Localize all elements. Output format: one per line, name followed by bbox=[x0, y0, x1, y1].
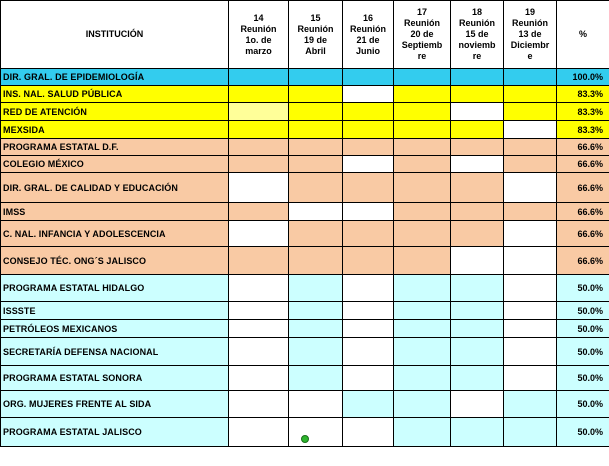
percent-value: 66.6% bbox=[557, 203, 609, 221]
attendance-cell bbox=[504, 103, 557, 121]
percent-value: 50.0% bbox=[557, 366, 609, 391]
attendance-cell bbox=[504, 320, 557, 338]
institution-name: COLEGIO MÉXICO bbox=[1, 156, 229, 173]
attendance-cell bbox=[289, 156, 343, 173]
attendance-cell bbox=[343, 156, 394, 173]
attendance-cell bbox=[343, 275, 394, 302]
meeting-header-line: Reunión bbox=[350, 23, 386, 34]
attendance-cell bbox=[451, 418, 504, 447]
attendance-cell bbox=[451, 203, 504, 221]
attendance-cell bbox=[451, 173, 504, 203]
meeting-header-line: 13 de bbox=[518, 29, 542, 39]
percent-value: 66.6% bbox=[557, 247, 609, 275]
table-row bbox=[1, 139, 609, 156]
meeting-header-15 bbox=[289, 1, 343, 69]
meeting-header-line: re bbox=[472, 51, 482, 61]
attendance-cell bbox=[229, 156, 289, 173]
attendance-cell bbox=[229, 203, 289, 221]
header-row bbox=[1, 1, 609, 69]
attendance-cell bbox=[451, 103, 504, 121]
table-row bbox=[1, 173, 609, 203]
attendance-cell bbox=[343, 366, 394, 391]
attendance-cell bbox=[289, 69, 343, 86]
attendance-cell bbox=[394, 366, 451, 391]
attendance-cell bbox=[504, 173, 557, 203]
institution-name: RED DE ATENCIÓN bbox=[1, 103, 229, 121]
percent-value: 66.6% bbox=[557, 139, 609, 156]
attendance-cell bbox=[343, 203, 394, 221]
attendance-cell bbox=[504, 391, 557, 418]
attendance-cell bbox=[343, 338, 394, 366]
attendance-cell bbox=[451, 320, 504, 338]
attendance-cell bbox=[394, 156, 451, 173]
meeting-header-line: re bbox=[417, 51, 427, 61]
meeting-header-line: Reunión bbox=[512, 18, 548, 28]
institution-name: PROGRAMA ESTATAL JALISCO bbox=[1, 418, 229, 447]
table-row bbox=[1, 320, 609, 338]
institution-name: ISSSTE bbox=[1, 302, 229, 320]
attendance-cell bbox=[504, 366, 557, 391]
institution-name: IMSS bbox=[1, 203, 229, 221]
attendance-cell bbox=[504, 156, 557, 173]
attendance-cell bbox=[343, 103, 394, 121]
attendance-cell bbox=[394, 69, 451, 86]
meeting-header-18 bbox=[451, 1, 504, 69]
attendance-cell bbox=[504, 121, 557, 139]
table-row bbox=[1, 121, 609, 139]
attendance-cell bbox=[229, 418, 289, 447]
table-row bbox=[1, 247, 609, 275]
attendance-cell bbox=[394, 221, 451, 247]
institution-header: INSTITUCIÓN bbox=[1, 1, 229, 69]
percent-value: 50.0% bbox=[557, 418, 609, 447]
meeting-header-line: Reunión bbox=[459, 18, 495, 28]
institution-name: MEXSIDA bbox=[1, 121, 229, 139]
attendance-cell bbox=[289, 338, 343, 366]
meeting-header-line: Reunión bbox=[404, 18, 440, 28]
meeting-header-17 bbox=[394, 1, 451, 69]
table-row bbox=[1, 221, 609, 247]
attendance-cell bbox=[289, 391, 343, 418]
attendance-cell bbox=[229, 320, 289, 338]
attendance-cell bbox=[289, 418, 343, 447]
attendance-cell bbox=[394, 86, 451, 103]
attendance-cell bbox=[343, 247, 394, 275]
meeting-header-19 bbox=[504, 1, 557, 69]
table-row bbox=[1, 103, 609, 121]
meeting-header-line: 19 de bbox=[303, 34, 327, 45]
percent-value: 83.3% bbox=[557, 86, 609, 103]
attendance-cell bbox=[343, 320, 394, 338]
attendance-cell bbox=[289, 103, 343, 121]
table-row bbox=[1, 275, 609, 302]
attendance-cell bbox=[504, 203, 557, 221]
attendance-cell bbox=[394, 338, 451, 366]
attendance-cell bbox=[504, 247, 557, 275]
attendance-cell bbox=[229, 69, 289, 86]
attendance-cell bbox=[289, 139, 343, 156]
table-row bbox=[1, 69, 609, 86]
attendance-cell bbox=[394, 173, 451, 203]
attendance-cell bbox=[343, 121, 394, 139]
institution-name: SECRETARÍA DEFENSA NACIONAL bbox=[1, 338, 229, 366]
attendance-cell bbox=[504, 86, 557, 103]
attendance-cell bbox=[229, 338, 289, 366]
percent-value: 50.0% bbox=[557, 302, 609, 320]
percent-value: 83.3% bbox=[557, 121, 609, 139]
table-row bbox=[1, 203, 609, 221]
attendance-cell bbox=[343, 418, 394, 447]
attendance-cell bbox=[394, 121, 451, 139]
institution-name: PROGRAMA ESTATAL SONORA bbox=[1, 366, 229, 391]
institution-name: PROGRAMA ESTATAL D.F. bbox=[1, 139, 229, 156]
attendance-cell bbox=[504, 221, 557, 247]
attendance-cell bbox=[289, 302, 343, 320]
institution-name: PROGRAMA ESTATAL HIDALGO bbox=[1, 275, 229, 302]
institution-name: INS. NAL. SALUD PÚBLICA bbox=[1, 86, 229, 103]
table-row bbox=[1, 86, 609, 103]
attendance-cell bbox=[343, 391, 394, 418]
attendance-cell bbox=[504, 302, 557, 320]
attendance-cell bbox=[451, 221, 504, 247]
attendance-cell bbox=[289, 203, 343, 221]
attendance-cell bbox=[394, 139, 451, 156]
attendance-cell bbox=[229, 103, 289, 121]
meeting-header-line: e bbox=[527, 51, 533, 61]
table-row bbox=[1, 338, 609, 366]
attendance-cell bbox=[394, 418, 451, 447]
attendance-cell bbox=[229, 139, 289, 156]
attendance-cell bbox=[451, 302, 504, 320]
institution-name: PETRÓLEOS MEXICANOS bbox=[1, 320, 229, 338]
attendance-cell bbox=[289, 275, 343, 302]
attendance-cell bbox=[451, 121, 504, 139]
attendance-cell bbox=[451, 86, 504, 103]
institution-name: DIR. GRAL. DE EPIDEMIOLOGÍA bbox=[1, 69, 229, 86]
percent-value: 66.6% bbox=[557, 173, 609, 203]
institution-name: ORG. MUJERES FRENTE AL SIDA bbox=[1, 391, 229, 418]
attendance-cell bbox=[289, 320, 343, 338]
meeting-header-line: 1o. de bbox=[245, 34, 272, 45]
attendance-cell bbox=[504, 69, 557, 86]
attendance-cell bbox=[229, 247, 289, 275]
attendance-cell bbox=[229, 121, 289, 139]
attendance-cell bbox=[394, 391, 451, 418]
attendance-cell bbox=[394, 302, 451, 320]
table-row bbox=[1, 366, 609, 391]
meeting-header-line: 14 bbox=[253, 12, 264, 23]
attendance-cell bbox=[451, 139, 504, 156]
attendance-cell bbox=[289, 121, 343, 139]
attendance-cell bbox=[343, 173, 394, 203]
attendance-cell bbox=[343, 139, 394, 156]
attendance-cell bbox=[229, 275, 289, 302]
attendance-cell bbox=[451, 338, 504, 366]
institution-name: DIR. GRAL. DE CALIDAD Y EDUCACIÓN bbox=[1, 173, 229, 203]
meeting-header-line: 20 de bbox=[410, 29, 434, 39]
meeting-header-line: Abril bbox=[305, 45, 326, 56]
meeting-header-14 bbox=[229, 1, 289, 69]
percent-value: 66.6% bbox=[557, 221, 609, 247]
meeting-header-line: noviemb bbox=[458, 40, 496, 50]
meeting-header-line: Reunión bbox=[297, 23, 334, 34]
attendance-cell bbox=[229, 302, 289, 320]
attendance-cell bbox=[343, 86, 394, 103]
percent-value: 50.0% bbox=[557, 320, 609, 338]
table-body bbox=[1, 69, 609, 447]
attendance-cell bbox=[394, 320, 451, 338]
meeting-header-line: 17 bbox=[416, 7, 427, 17]
attendance-cell bbox=[504, 418, 557, 447]
institution-name: C. NAL. INFANCIA Y ADOLESCENCIA bbox=[1, 221, 229, 247]
attendance-cell bbox=[343, 69, 394, 86]
attendance-cell bbox=[451, 247, 504, 275]
attendance-cell bbox=[451, 391, 504, 418]
meeting-header-line: 18 bbox=[471, 7, 482, 17]
attendance-cell bbox=[504, 338, 557, 366]
attendance-cell bbox=[229, 86, 289, 103]
attendance-cell bbox=[229, 391, 289, 418]
attendance-cell bbox=[451, 156, 504, 173]
percent-value: 83.3% bbox=[557, 103, 609, 121]
meeting-header-line: Reunión bbox=[240, 23, 277, 34]
percent-value: 66.6% bbox=[557, 156, 609, 173]
attendance-cell bbox=[504, 275, 557, 302]
attendance-cell bbox=[343, 302, 394, 320]
attendance-cell bbox=[394, 247, 451, 275]
attendance-cell bbox=[229, 221, 289, 247]
meeting-header-line: Diciembr bbox=[510, 40, 550, 50]
attendance-cell bbox=[343, 221, 394, 247]
percent-value: 100.0% bbox=[557, 69, 609, 86]
percent-header: % bbox=[557, 1, 609, 69]
meeting-header-line: 15 bbox=[310, 12, 321, 23]
meeting-header-line: 16 bbox=[362, 12, 373, 23]
attendance-cell bbox=[289, 86, 343, 103]
attendance-cell bbox=[394, 203, 451, 221]
table-row bbox=[1, 302, 609, 320]
meeting-header-line: Septiemb bbox=[401, 40, 443, 50]
attendance-cell bbox=[289, 173, 343, 203]
attendance-cell bbox=[289, 247, 343, 275]
meeting-header-line: Junio bbox=[356, 45, 380, 56]
meeting-header-line: 15 de bbox=[465, 29, 489, 39]
attendance-cell bbox=[451, 366, 504, 391]
attendance-cell bbox=[289, 366, 343, 391]
percent-value: 50.0% bbox=[557, 275, 609, 302]
pin-marker-icon bbox=[301, 435, 309, 443]
attendance-cell bbox=[451, 275, 504, 302]
meeting-header-line: marzo bbox=[245, 45, 272, 56]
attendance-cell bbox=[394, 103, 451, 121]
meeting-header-line: 21 de bbox=[356, 34, 380, 45]
table-row bbox=[1, 418, 609, 447]
meeting-header-line: 19 bbox=[524, 7, 535, 17]
table-row bbox=[1, 391, 609, 418]
attendance-cell bbox=[289, 221, 343, 247]
table-row bbox=[1, 156, 609, 173]
institution-name: CONSEJO TÉC. ONG´S JALISCO bbox=[1, 247, 229, 275]
percent-value: 50.0% bbox=[557, 391, 609, 418]
attendance-cell bbox=[451, 69, 504, 86]
meeting-header-16 bbox=[343, 1, 394, 69]
percent-value: 50.0% bbox=[557, 338, 609, 366]
attendance-cell bbox=[504, 139, 557, 156]
attendance-cell bbox=[229, 366, 289, 391]
attendance-cell bbox=[394, 275, 451, 302]
attendance-cell bbox=[229, 173, 289, 203]
